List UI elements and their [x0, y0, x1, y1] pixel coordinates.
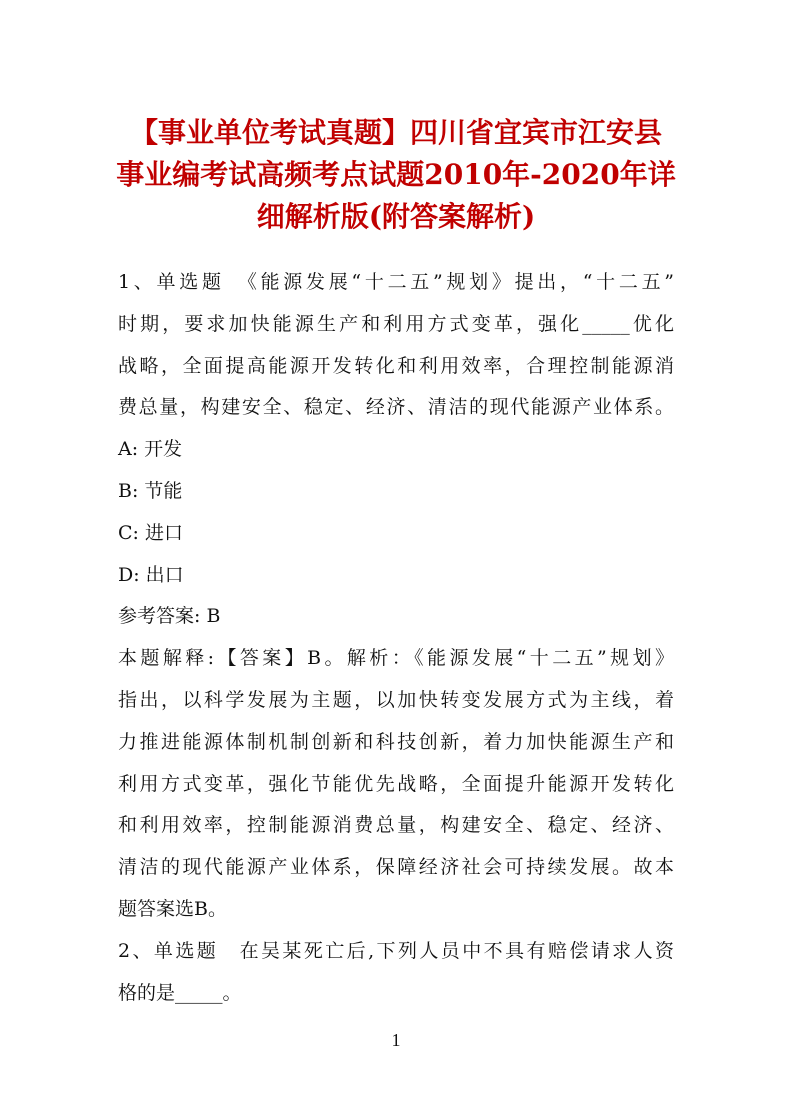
title-line-1: 【事业单位考试真题】四川省宜宾市江安县: [129, 116, 662, 149]
question-2-line: 格的是_____。: [118, 981, 242, 1004]
explanation-line: 指出，以科学发展为主题，以加快转变发展方式为主线，着: [118, 688, 674, 711]
document-title: [110, 112, 682, 238]
option-b: B: 节能: [118, 479, 183, 502]
question-1-line: 费总量，构建安全、稳定、经济、清洁的现代能源产业体系。: [118, 396, 674, 419]
question-2-line: 2、单选题 在吴某死亡后,下列人员中不具有赔偿请求人资: [118, 939, 674, 962]
title-line-3: 细解析版(附答案解析): [256, 200, 536, 233]
option-a: A: 开发: [118, 438, 183, 461]
question-1-line: 1、单选题 《能源发展“十二五”规划》提出，“十二五”: [118, 271, 674, 293]
explanation-line: 力推进能源体制机制创新和科技创新，着力加快能源生产和: [118, 730, 674, 753]
question-1-line: 战略，全面提高能源开发转化和利用效率，合理控制能源消: [118, 354, 674, 377]
document-body: [118, 262, 674, 1014]
explanation-line: 利用方式变革，强化节能优先战略，全面提升能源开发转化: [118, 772, 674, 795]
explanation-line: 本题解释:【答案】B。解析：《能源发展“十二五”规划》: [118, 647, 674, 670]
reference-answer: 参考答案: B: [118, 605, 221, 628]
explanation-line: 和利用效率，控制能源消费总量，构建安全、稳定、经济、: [118, 814, 674, 837]
explanation-line: 题答案选B。: [118, 897, 227, 920]
page-number: 1: [391, 1030, 401, 1050]
question-1-line: 时期，要求加快能源生产和利用方式变革，强化_____优化: [118, 312, 674, 335]
option-c: C: 进口: [118, 521, 183, 544]
explanation-line: 清洁的现代能源产业体系，保障经济社会可持续发展。故本: [118, 856, 674, 879]
option-d: D: 出口: [118, 563, 184, 586]
title-line-2: 事业编考试高频考点试题2010年-2020年详: [116, 158, 676, 191]
